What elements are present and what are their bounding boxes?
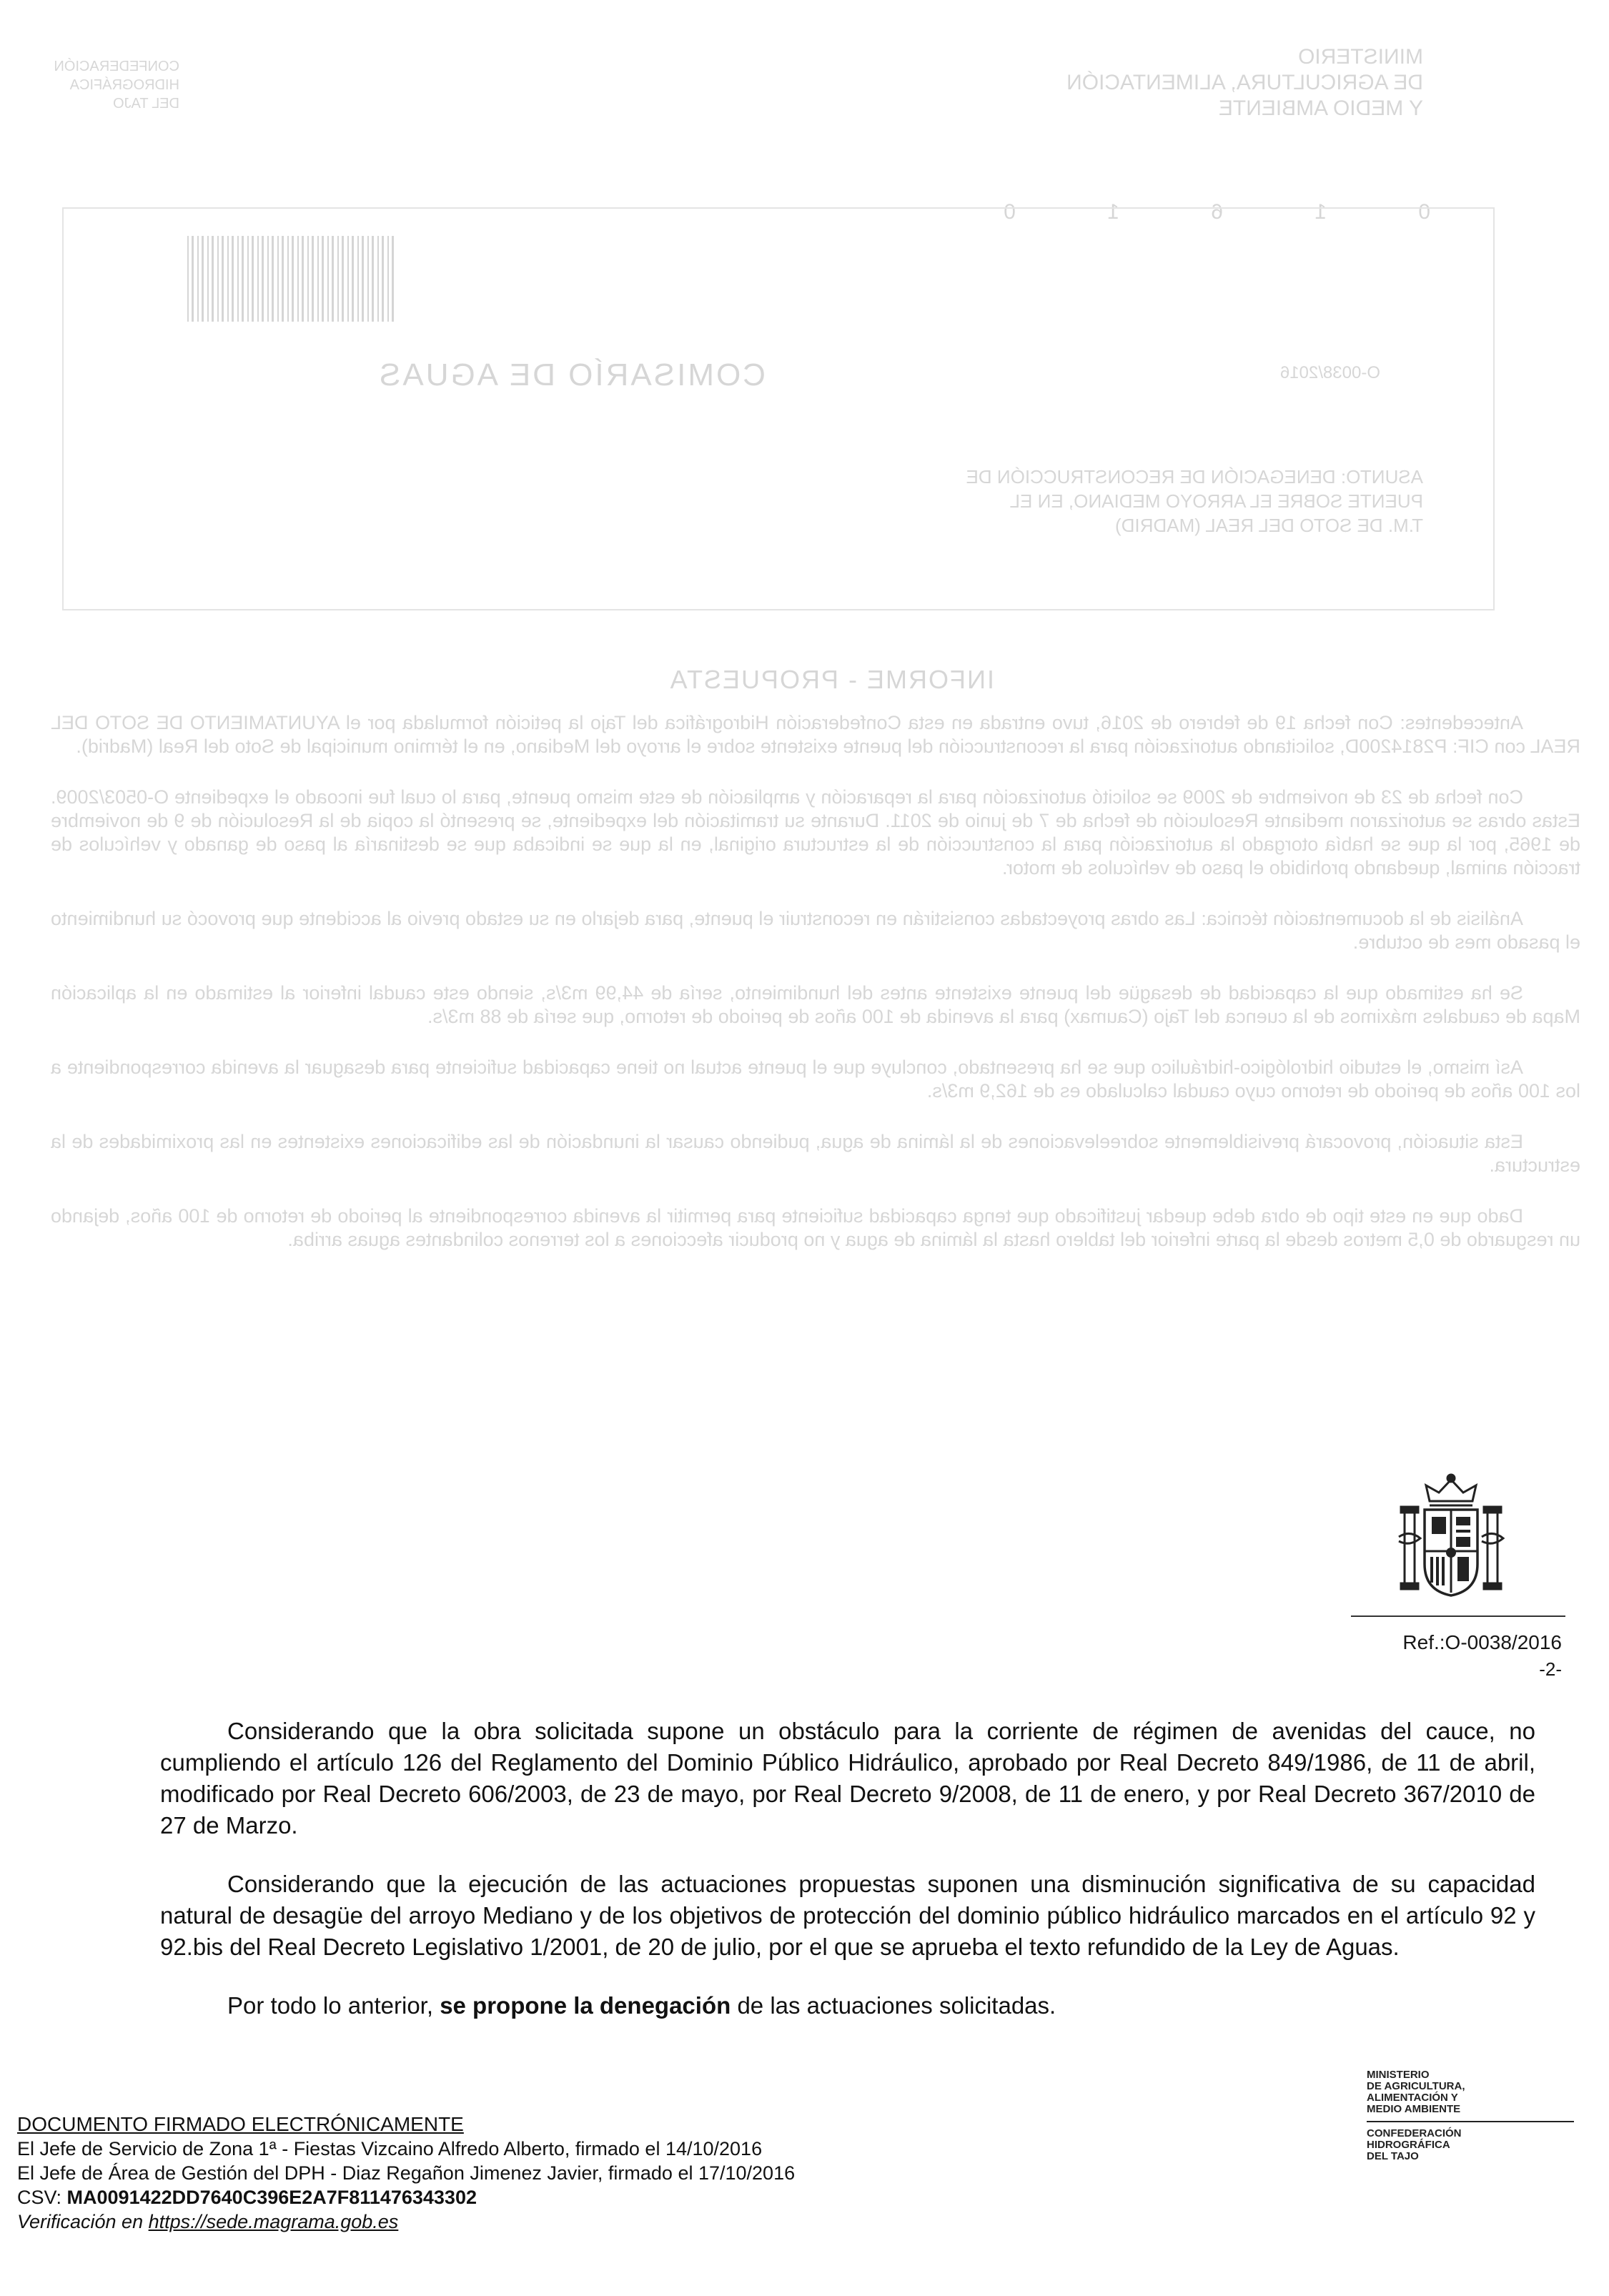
coat-of-arms-icon <box>1397 1473 1505 1601</box>
document-reference: Ref.:O-0038/2016 <box>1402 1631 1562 1653</box>
stamp-rule <box>1367 2121 1574 2122</box>
signature-title: DOCUMENTO FIRMADO ELECTRÓNICAMENTE <box>17 2113 464 2135</box>
page-number: -2- <box>1539 1658 1562 1680</box>
paragraph-capacity: Considerando que la ejecución de las actuaciones propuestas suponen una disminución significativa de su capacidad natural de desagüe del arroyo Mediano y de los objetivos de protección del dominio público hidráulico marcados en el artículo 92 y 92.bis del Real Decreto Legislativo 1/2001, de 20 de julio, por el que se aprueba el texto refundido de la Ley de Aguas. <box>160 1871 1535 1960</box>
ghost-barcode <box>187 236 394 322</box>
ghost-body: Antecedentes: Con fecha 19 de febrero de 2016, tuvo entrada en esta Confederación Hidrográfica del Tajo la petición formulada por el AYUNTAMIENTO DE SOTO DEL REAL con CIF: P2814200D, solicitando autorización para la reconstrucción del puente existente sobre el arroyo del Mediano, en el término municipal de Soto del Real (Madrid). Con fecha de 23 de noviembre de 2009 se solicitó autorización para la reparación y ampliación de este mismo puente, para lo cual fue incoado el expediente O-0503/2009. Estas obras se autorizaron mediante Resolución de fecha de 7 de junio de 2011. Durante su tramitación del expediente, se presentó la copia de la Resolución de 9 de noviembre de 1965, por la que se había otorgado la autorización para la construcción de la estructura original, en la que se indicaba que se destinaría al paso de ganado y vehículos de tracción animal, quedando prohibido el paso de vehículos de motor. Análisis de la documentación técnica: Las obras proyectadas consistirán en reconstruir el puente, para dejarlo en su estado previo al accidente que provocó su hundimiento el pasado mes de octubre. Se ha estimado que la capacidad de desagüe del puente existente antes del hundimiento, sería de 44,99 m3/s, siendo este caudal inferior al estimado en la aplicación Mapa de caudales máximos de la cuenca del Tajo (Caumax) para la avenida de 100 años de periodo de retorno, que sería de 88 m3/s. Así mismo, el estudio hidrológico-hidráulico que se ha presentado, concluye que el puente actual no tiene capacidad suficiente para desaguar la avenida correspondiente a los 100 años de periodo de retorno cuyo caudal calculado es de 162,9 m3/s. Esta situación, provocará previsiblemente sobreelevaciones de la lámina de agua, pudiendo causar la inundación de las edificaciones existentes en las proximidades de la estructura. Dado que en este tipo de obra debe quedar justificado que tenga capacidad suficiente para permitir la avenida correspondiente al periodo de retorno de 100 años, dejando un resguardo de 0,5 metros desde la parte inferior del tablero hasta la lámina de agua y no producir afecciones a los terrenos colindantes aguas arriba. <box>51 712 1580 1250</box>
signature-block <box>17 2112 795 2234</box>
signer-2: El Jefe de Área de Gestión del DPH - Diaz Regañon Jimenez Javier, firmado el 17/10/2016 <box>17 2162 796 2184</box>
reference-rule <box>1351 1615 1565 1617</box>
ghost-subject: ASUNTO: DENEGACIÓN DE RECONSTRUCCIÓN DE PUENTE SOBRE EL ARROYO MEDIANO, EN EL T.M. DE SOTO DEL REAL (MADRID) <box>966 466 1423 536</box>
verification-link[interactable]: https://sede.magrama.gob.es <box>148 2211 399 2232</box>
stamp-ministry-2: DE AGRICULTURA, <box>1367 2080 1465 2092</box>
ghost-code: 0 1 6 1 0 <box>961 200 1430 224</box>
proposal-lead: Por todo lo anterior, <box>227 1992 440 2019</box>
csv-line <box>17 2185 795 2210</box>
ghost-report-title: INFORME - PROPUESTA <box>668 665 994 694</box>
ghost-reference: O-0038/2016 <box>1279 363 1380 382</box>
proposal-tail: de las actuaciones solicitadas. <box>731 1992 1056 2019</box>
ghost-header-box <box>62 207 1495 610</box>
stamp-ministry-4: MEDIO AMBIENTE <box>1367 2103 1461 2115</box>
document-body <box>160 1716 1535 2022</box>
paragraph-proposal <box>160 1990 1535 2022</box>
paragraph-obstacle: Considerando que la obra solicitada supone un obstáculo para la corriente de régimen de avenidas del cauce, no cumpliendo el artículo 126 del Reglamento del Dominio Público Hidráulico, aprobado por Real Decreto 849/1986, de 11 de abril, modificado por Real Decreto 606/2003, de 23 de mayo, por Real Decreto 9/2008, de 11 de enero, y por Real Decreto 367/2010 de 27 de Marzo. <box>160 1718 1535 1839</box>
signer-1: El Jefe de Servicio de Zona 1ª - Fiestas Vizcaino Alfredo Alberto, firmado el 14/10/2016 <box>17 2138 763 2159</box>
csv-value: MA0091422DD7640C396E2A7F811476343302 <box>66 2187 477 2208</box>
ghost-ministry: MINISTERIO DE AGRICULTURA, ALIMENTACIÓN Y MEDIO AMBIENTE <box>1066 45 1423 120</box>
verification-line <box>17 2210 795 2234</box>
stamp-ministry-1: MINISTERIO <box>1367 2069 1430 2081</box>
csv-label: CSV: <box>17 2187 67 2208</box>
stamp-confed-2: HIDROGRÁFICA <box>1367 2139 1450 2151</box>
verification-label: Verificación en <box>17 2211 149 2232</box>
ghost-office: COMISARÍO DE AGUAS <box>377 357 766 392</box>
proposal-bold: se propone la denegación <box>440 1992 731 2019</box>
stamp-confed-1: CONFEDERACIÓN <box>1367 2127 1462 2139</box>
stamp-ministry-3: ALIMENTACIÓN Y <box>1367 2092 1458 2104</box>
stamp-confed-3: DEL TAJO <box>1367 2150 1419 2162</box>
ministry-stamp <box>1367 2069 1581 2162</box>
ghost-confederacion: CONFEDERACIÓN HIDROGRÁFICA DEL TAJO <box>54 59 179 112</box>
